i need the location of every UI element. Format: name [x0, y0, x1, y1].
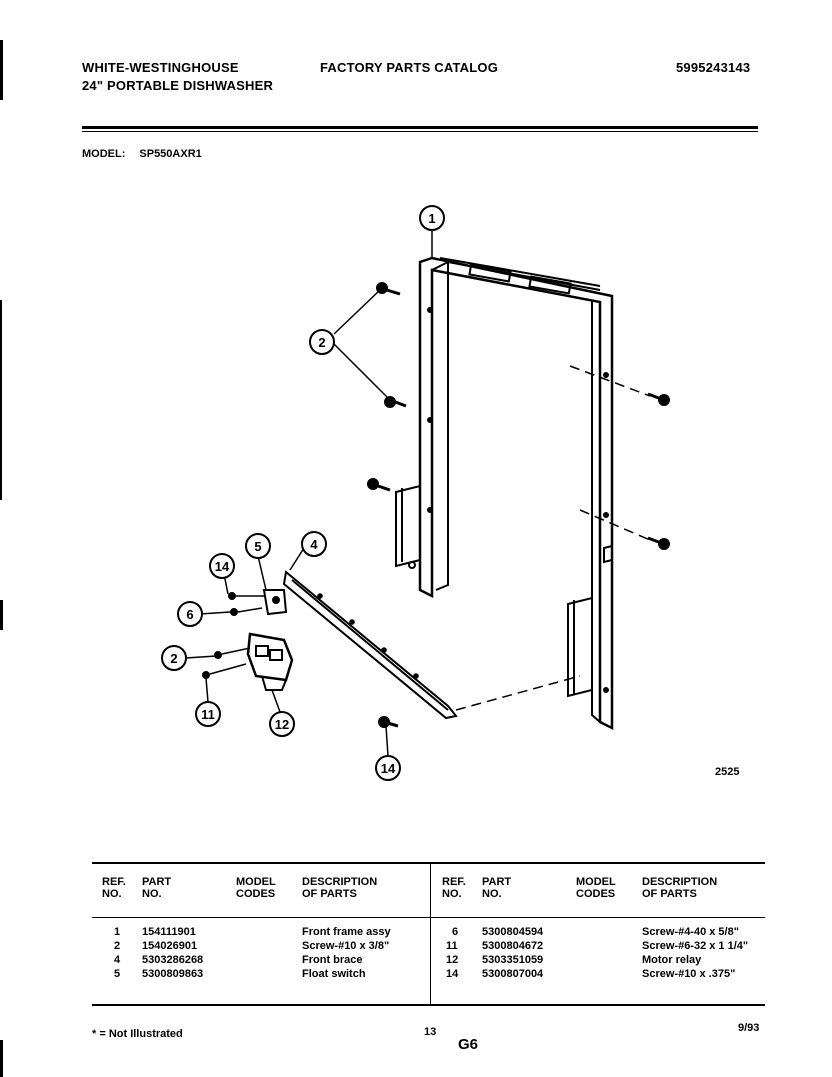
row-desc: Screw-#10 x 3/8" — [302, 940, 390, 952]
table-bottom-rule — [92, 1004, 765, 1006]
callout-12 — [270, 712, 294, 736]
row-ref: 1 — [114, 926, 121, 938]
callout-14 — [376, 756, 400, 780]
brand-name: WHITE-WESTINGHOUSE — [82, 60, 239, 75]
row-ref: 2 — [114, 940, 121, 952]
row-part: 5303286268 — [142, 954, 204, 966]
callout-6 — [178, 602, 202, 626]
front-frame-assembly — [396, 258, 612, 728]
header-ref-right: REF. NO. — [442, 876, 466, 900]
header-model-codes-right: MODEL CODES — [576, 876, 616, 900]
row-ref: 12 — [446, 954, 459, 966]
row-desc: Motor relay — [642, 954, 702, 966]
row-part: 5300804594 — [482, 926, 544, 938]
header-description: DESCRIPTION OF PARTS — [302, 876, 378, 900]
screw-2-upper — [368, 283, 406, 490]
callout-11 — [196, 702, 220, 726]
model-value: SP550AXR1 — [139, 148, 202, 160]
callout-5 — [246, 534, 270, 558]
callout-label: 5 — [254, 539, 262, 554]
row-ref: 4 — [114, 954, 121, 966]
float-switch — [229, 590, 286, 615]
row-part: 154111901 — [142, 926, 196, 938]
catalog-number: 5995243143 — [676, 60, 751, 75]
row-desc: Float switch — [302, 968, 366, 980]
header-part: PART NO. — [142, 876, 172, 900]
section-code: G6 — [458, 1036, 479, 1053]
row-ref: 5 — [114, 968, 121, 980]
header-description-right: DESCRIPTION OF PARTS — [642, 876, 718, 900]
row-ref: 6 — [452, 926, 459, 938]
row-desc: Screw-#4-40 x 5/8" — [642, 926, 739, 938]
callout-label: 14 — [214, 559, 230, 574]
table-divider — [430, 864, 431, 1004]
row-desc: Front frame assy — [302, 926, 391, 938]
table-header-rule — [92, 917, 765, 918]
catalog-title: FACTORY PARTS CATALOG — [320, 60, 499, 75]
callout-label: 2 — [170, 651, 178, 666]
row-ref: 14 — [446, 968, 459, 980]
header-part-right: PART NO. — [482, 876, 512, 900]
row-desc: Front brace — [302, 954, 363, 966]
row-part: 154026901 — [142, 940, 198, 952]
catalog-date: 9/93 — [738, 1022, 760, 1034]
callout-label: 4 — [310, 537, 318, 552]
callout-14 — [210, 554, 234, 578]
header-model-codes: MODEL CODES — [236, 876, 276, 900]
callout-label: 1 — [428, 211, 436, 226]
row-part: 5300804672 — [482, 940, 544, 952]
callout-label: 12 — [274, 717, 290, 732]
page-number: 13 — [424, 1026, 437, 1038]
not-illustrated-note: * = Not Illustrated — [92, 1028, 183, 1040]
product-name: 24" PORTABLE DISHWASHER — [82, 78, 274, 93]
callout-2 — [162, 646, 186, 670]
row-part: 5300809863 — [142, 968, 204, 980]
row-ref: 11 — [446, 940, 458, 952]
header-ref: REF. NO. — [102, 876, 126, 900]
row-part: 5303351059 — [482, 954, 544, 966]
diagram-code: 2525 — [715, 766, 740, 778]
callout-2 — [310, 330, 334, 354]
callout-4 — [302, 532, 326, 556]
row-part: 5300807004 — [482, 968, 544, 980]
callout-label: 6 — [186, 607, 194, 622]
table-top-rule — [92, 862, 765, 864]
callout-label: 11 — [201, 707, 215, 722]
row-desc: Screw-#10 x .375" — [642, 968, 736, 980]
callout-label: 14 — [380, 761, 396, 776]
callout-1 — [420, 206, 444, 230]
screw-right — [570, 366, 669, 549]
motor-relay — [203, 634, 292, 690]
callout-label: 2 — [318, 335, 326, 350]
row-desc: Screw-#6-32 x 1 1/4" — [642, 940, 749, 952]
model-label: MODEL: — [82, 148, 126, 160]
